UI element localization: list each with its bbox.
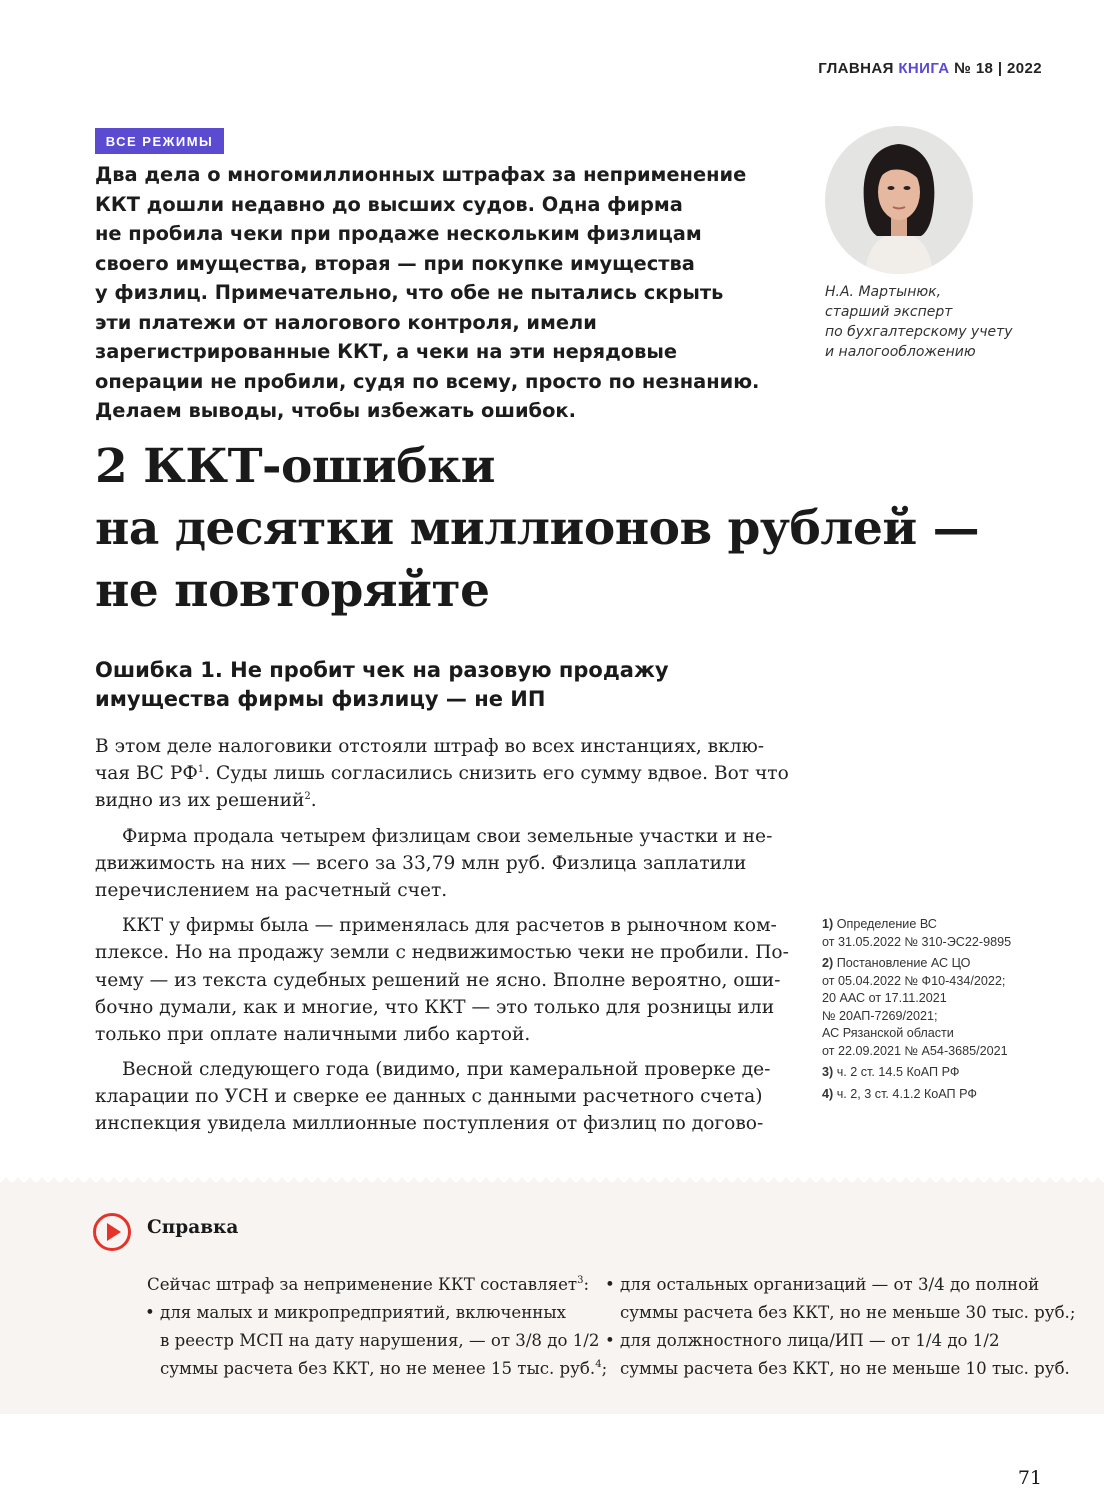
reference-bullet: • для должностного лица/ИП — от 1/4 до 1/2 [607,1327,1047,1355]
footnote-line [822,1064,1082,1082]
reference-bullet: • для малых и микропредприятий, включенных [147,1299,587,1327]
body-line: перечислением на расчетный счет. [95,879,448,901]
body-line: плексе. Но на продажу земли с недвижимостью чеки не пробили. По- [95,942,789,964]
body-line: чему — из текста судебных решений не ясно. Вполне вероятно, оши- [95,969,781,991]
lead-line: зарегистрированные ККТ, а чеки на эти нерядовые [95,340,678,363]
title-line: не повторяйте [95,563,490,618]
lead-line: у физлиц. Примечательно, что обе не пытались скрыть [95,281,724,304]
footnote-item [822,1064,1082,1082]
footnote-line: 20 ААС от 17.11.2021 [822,991,947,1005]
body-line: инспекция увидела миллионные поступления от физлиц по догово- [95,1113,764,1135]
category-badge: ВСЕ РЕЖИМЫ [95,128,224,154]
author-role: по бухгалтерскому учету [825,324,1013,340]
lead-line: ККТ дошли недавно до высших судов. Одна фирма [95,192,683,216]
reference-text: Сейчас штраф за неприменение ККТ составляет [147,1275,578,1294]
footnote-ref: 1 [197,764,205,776]
body-line [95,760,789,787]
body-line: ККТ у фирмы была — применялась для расчетов в рыночном ком- [122,915,777,937]
reference-text: : [583,1275,590,1294]
footnote-ref: 2 [304,791,311,803]
body-line: только при оплате наличными либо картой. [95,1023,531,1045]
body-text: видно из их решений [95,790,305,812]
header-issue: № 18 | 2022 [954,60,1042,77]
footnote-item [822,1086,1082,1104]
reference-line: суммы расчета без ККТ, но не меньше 10 тыс. руб. [620,1359,1070,1378]
footnote-line: от 05.04.2022 № Ф10-434/2022; [822,973,1006,988]
footnote-ref: 4 [595,1359,602,1370]
article-title [95,436,1015,622]
footnote-number: 2) [822,956,834,970]
body-line: Фирма продала четырем физлицам свои земельные участки и не- [122,825,773,847]
footnotes [822,916,1082,1107]
footnote-number: 3) [822,1065,834,1079]
reference-column-right [607,1271,1076,1383]
body-line: кларации по УСН и сверке ее данных с данными расчетного счета) [95,1086,763,1108]
body-line: В этом деле налоговики отстояли штраф во всех инстанциях, вклю- [95,736,765,757]
body-text: . Суды лишь согласились снизить его сумму вдвое. Вот что [204,763,789,785]
author-name: Н.А. Мартынюк, [825,284,942,300]
author-role: старший эксперт [825,304,953,320]
footnote-text: ч. 2 ст. 14.5 КоАП РФ [836,1065,960,1079]
reference-text: суммы расчета без ККТ, но не менее 15 тыс. руб. [160,1359,596,1378]
reference-title: Справка [147,1217,239,1238]
lead-line: своего имущества, вторая — при покупке имущества [95,251,695,275]
reference-line [147,1355,608,1383]
lead-line: не пробила чеки при продаже нескольким физлицам [95,222,702,245]
reference-line: суммы расчета без ККТ, но не меньше 30 тыс. руб.; [620,1303,1076,1322]
title-line: 2 ККТ-ошибки [95,439,495,494]
box-zigzag-edge [0,1174,1104,1184]
reference-bullet: • для остальных организаций — от 3/4 до полной [607,1271,1047,1299]
footnote-line [822,916,1082,934]
magazine-header [818,60,1042,77]
section-heading [95,656,795,714]
body-line: движимость на них — всего за 33,79 млн руб. Физлица заплатили [95,852,747,874]
author-portrait [825,126,973,274]
footnote-text: Постановление АС ЦО [836,956,971,970]
reference-intro [147,1271,590,1299]
reference-column-left [147,1271,608,1383]
body-line: Весной следующего года (видимо, при камеральной проверке де- [122,1059,771,1081]
footnote-line [822,1086,1082,1104]
footnote-number: 4) [822,1086,834,1101]
author-role: и налогообложению [825,344,976,360]
body-text: . [310,790,317,812]
body-text: чая ВС РФ [95,763,198,785]
footnote-line: АС Рязанской области [822,1026,954,1040]
footnote-text: Определение ВС [836,917,937,931]
footnote-line: от 31.05.2022 № 310-ЭС22-9895 [822,934,1012,949]
footnote-text: ч. 2, 3 ст. 4.1.2 КоАП РФ [836,1086,977,1101]
footnote-line: от 22.09.2021 № А54-3685/2021 [822,1043,1008,1058]
section-heading-line: имущества фирмы физлицу — не ИП [95,687,546,711]
footnote-item [822,955,1082,1060]
title-line: на десятки миллионов рублей — [95,501,980,556]
header-brand-1: ГЛАВНАЯ [818,60,894,77]
play-icon [92,1212,132,1252]
footnote-item [822,916,1082,951]
page-number: 71 [1017,1467,1042,1489]
body-line [95,787,775,814]
lead-line: эти платежи от налогового контроля, имели [95,310,597,334]
article-body [95,733,789,1138]
footnote-line: № 20АП-7269/2021; [822,1008,938,1023]
lead-line: операции не пробили, судя по всему, просто по незнанию. [95,369,760,393]
reference-line: в реестр МСП на дату нарушения, — от 3/8 до 1/2 [160,1331,600,1350]
footnote-line [822,955,1082,973]
body-line: бочно думали, как и многие, что ККТ — это только для розницы или [95,996,775,1018]
lead-paragraph [95,160,785,426]
footnote-ref: 3 [577,1275,584,1286]
lead-line: Два дела о многомиллионных штрафах за неприменение [95,163,747,186]
reference-text: ; [601,1359,608,1378]
author-caption [825,282,1045,362]
footnote-number: 1) [822,917,834,931]
section-heading-line: Ошибка 1. Не пробит чек на разовую продажу [95,658,669,682]
lead-line: Делаем выводы, чтобы избежать ошибок. [95,399,576,422]
header-brand-2: КНИГА [898,60,950,77]
